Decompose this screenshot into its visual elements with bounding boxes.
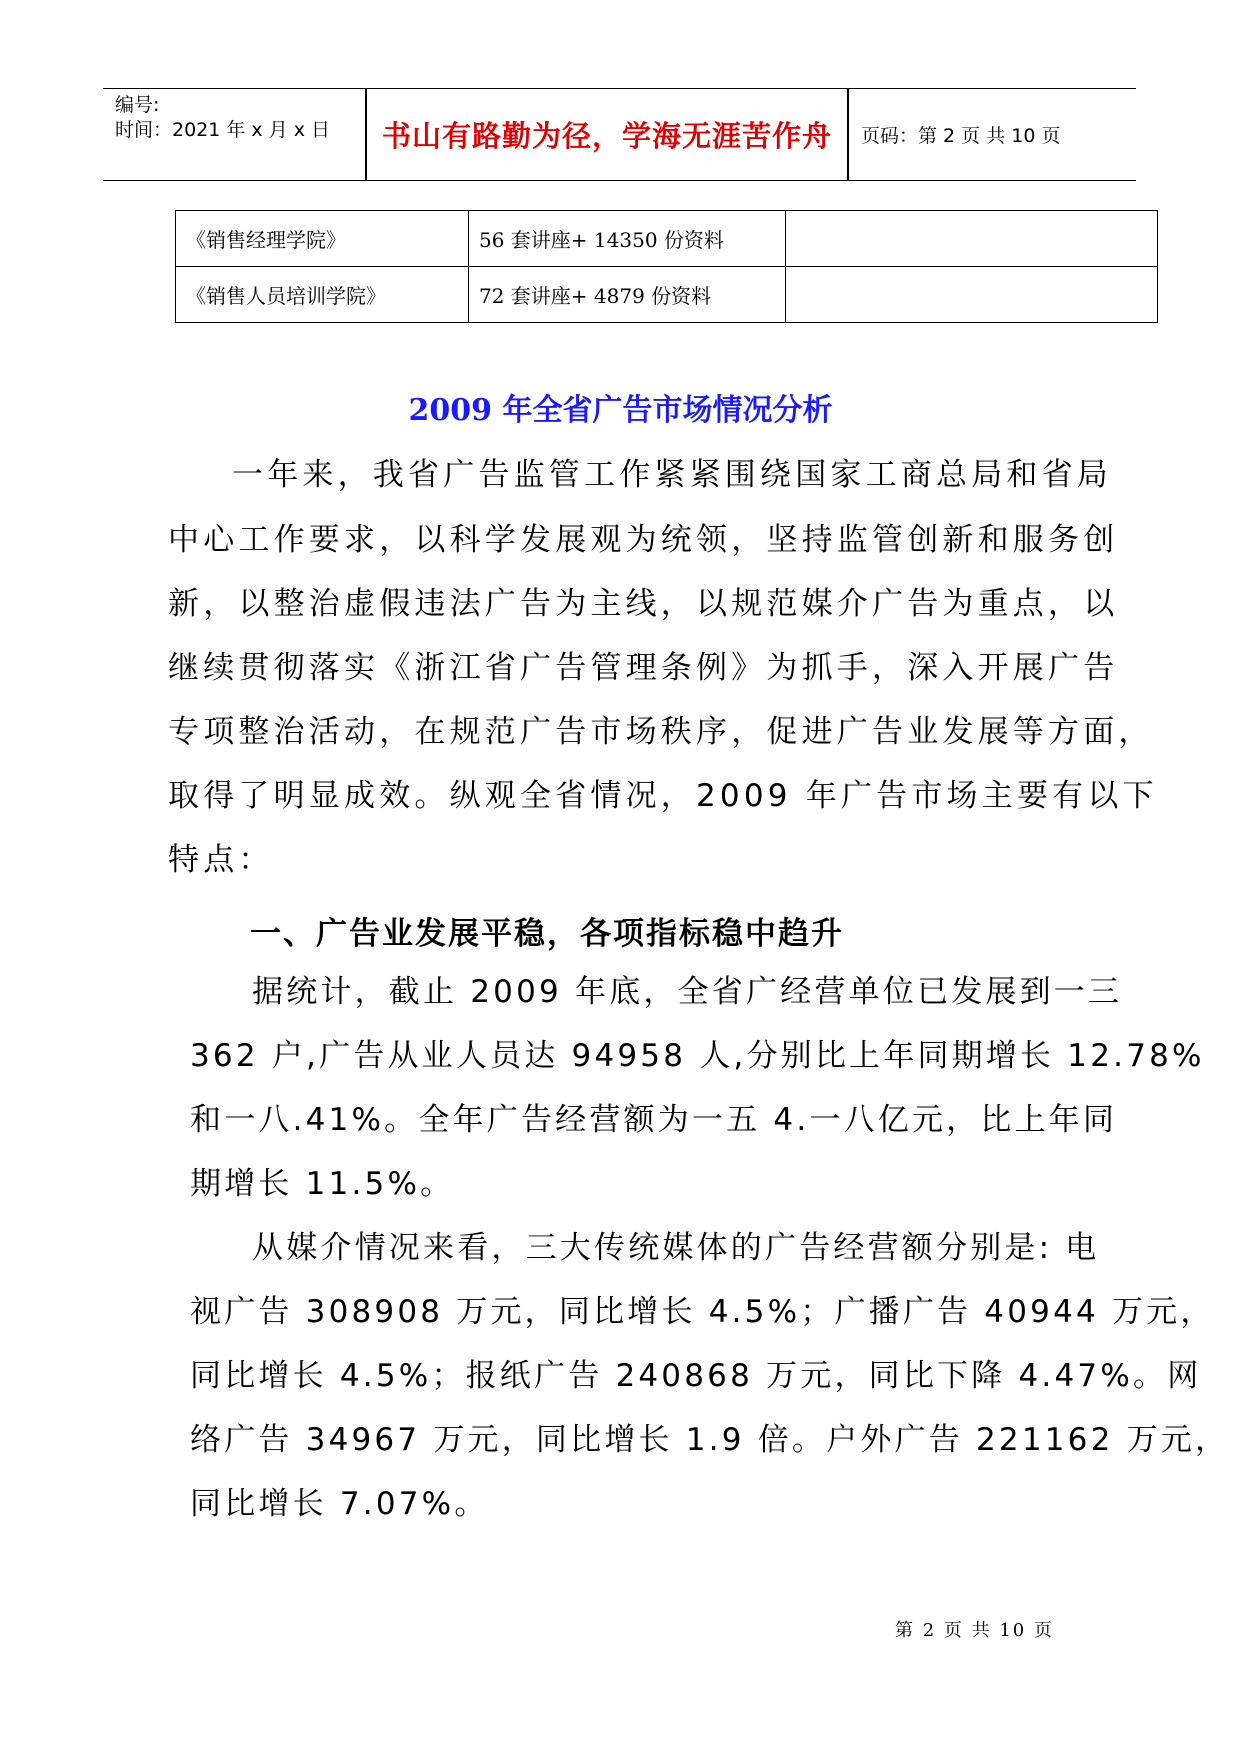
paragraph-line: 络广告 34967 万元，同比增长 1.9 倍。户外广告 221162 万元， [190,1422,1230,1458]
paragraph-line: 中心工作要求，以科学发展观为统领，坚持监管创新和服务创 [168,522,1119,558]
table-cell [786,211,1158,267]
paragraph-line: 同比增长 7.07%。 [190,1486,489,1522]
header-motto: 书山有路勤为径，学海无涯苦作舟 [381,119,832,153]
header-meta [115,93,330,143]
paragraph-line: 视广告 308908 万元，同比增长 4.5%；广播广告 40944 万元， [190,1294,1215,1330]
section-heading: 一、广告业发展平稳，各项指标稳中趋升 [250,916,844,952]
header-divider [847,89,849,180]
resource-table [175,210,1158,323]
paragraph-line: 取得了明显成效。纵观全省情况，2009 年广告市场主要有以下 [168,778,1158,814]
paragraph-line: 期增长 11.5%。 [190,1166,455,1202]
paragraph-line: 和一八.41%。全年广告经营额为一五 4.一八亿元，比上年同 [190,1102,1118,1138]
table-row [176,211,1158,267]
header-page-number: 页码：第 2 页 共 10 页 [861,125,1061,147]
table-cell: 《销售人员培训学院》 [176,267,469,323]
table-cell: 56 套讲座+ 14350 份资料 [469,211,786,267]
paragraph-line: 特点： [168,842,274,878]
page-footer: 第 2 页 共 10 页 [895,1620,1054,1641]
paragraph-line: 一年来，我省广告监管工作紧紧围绕国家工商总局和省局 [232,457,1112,493]
table-cell: 72 套讲座+ 4879 份资料 [469,267,786,323]
table-row [176,267,1158,323]
table-cell [786,267,1158,323]
document-title: 2009 年全省广告市场情况分析 [408,393,833,428]
paragraph-line: 据统计，截止 2009 年底，全省广经营单位已发展到一三 [252,974,1123,1010]
paragraph-line: 专项整治活动，在规范广告市场秩序，促进广告业发展等方面， [168,714,1154,750]
document-time-label: 时间：2021 年 x 月 x 日 [115,119,331,141]
paragraph-line: 新，以整治虚假违法广告为主线，以规范媒介广告为重点，以 [168,586,1119,622]
page-header [103,88,1136,181]
paragraph-line: 从媒介情况来看，三大传统媒体的广告经营额分别是: 电 [252,1230,1100,1266]
paragraph-line: 同比增长 4.5%；报纸广告 240868 万元，同比下降 4.47%。网 [190,1358,1202,1394]
table-cell: 《销售经理学院》 [176,211,469,267]
document-number-label: 编号: [115,94,160,116]
paragraph-line: 继续贯彻落实《浙江省广告管理条例》为抓手，深入开展广告 [168,650,1119,686]
paragraph-line: 362 户,广告从业人员达 94958 人,分别比上年同期增长 12.78% [190,1038,1205,1074]
